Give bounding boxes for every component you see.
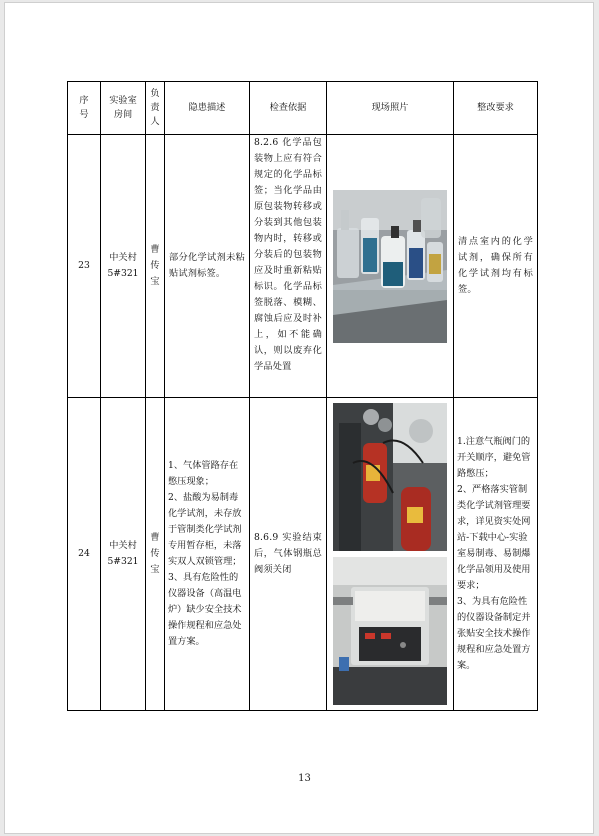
header-photo: 现场照片 — [327, 82, 454, 135]
header-requirement: 整改要求 — [454, 82, 538, 135]
reagent-bottles-photo — [333, 190, 447, 343]
header-hazard: 隐患描述 — [165, 82, 250, 135]
table-header-row — [68, 82, 538, 135]
row-no: 24 — [68, 398, 101, 711]
row-person: 曹传宝 — [146, 135, 165, 398]
gas-cylinder-image — [333, 403, 447, 551]
row-no: 23 — [68, 135, 101, 398]
header-basis: 检查依据 — [250, 82, 327, 135]
hazard-table — [67, 81, 538, 711]
row-room: 中关村5#321 — [101, 135, 146, 398]
header-person: 负责人 — [146, 82, 165, 135]
row-photos — [327, 135, 454, 398]
row-photos — [327, 398, 454, 711]
header-no: 序号 — [68, 82, 101, 135]
page-number: 13 — [298, 773, 311, 784]
row-basis: 8.2.6 化学品包装物上应有符合规定的化学品标签；当化学品由原包装物转移或分装到其他包装物内时，转移或分装后的包装物应及时重新粘贴标识。化学品标签脱落、模糊、腐蚀后应及时补上，如不能确认，则以废弃化学品处置 — [250, 135, 327, 398]
row-basis: 8.6.9 实验结束后，气体钢瓶总阀须关闭 — [250, 398, 327, 711]
tube-furnace-image — [333, 557, 447, 705]
row-person: 曹传宝 — [146, 398, 165, 711]
header-room: 实验室房间 — [101, 82, 146, 135]
reagent-bottles-image — [333, 190, 447, 343]
row-requirement: 1.注意气瓶阀门的开关顺序，避免管路憋压； 2、严格落实管制类化学试剂管理要求，详见资实处网站-下载中心-实验室易制毒、易制爆化学品领用及使用要求； 3、为具有危险性的仪器设备制定并张贴安全技术操作规程和应急处置方案。 — [454, 398, 538, 711]
row-requirement: 清点室内的化学试剂，确保所有化学试剂均有标签。 — [454, 135, 538, 398]
table-row — [68, 135, 538, 398]
row-hazard: 1、气体管路存在憋压现象； 2、盐酸为易制毒化学试剂，未存放于管制类化学试剂专用暂存柜，未落实双人双锁管理； 3、具有危险性的仪器设备（高温电炉）缺少安全技术操作规程和应急处置方案。 — [165, 398, 250, 711]
tube-furnace-photo — [333, 557, 447, 705]
row-room: 中关村5#321 — [101, 398, 146, 711]
gas-cylinder-photo — [333, 403, 447, 551]
document-page — [4, 2, 594, 834]
table-row — [68, 398, 538, 711]
row-hazard: 部分化学试剂未粘贴试剂标签。 — [165, 135, 250, 398]
